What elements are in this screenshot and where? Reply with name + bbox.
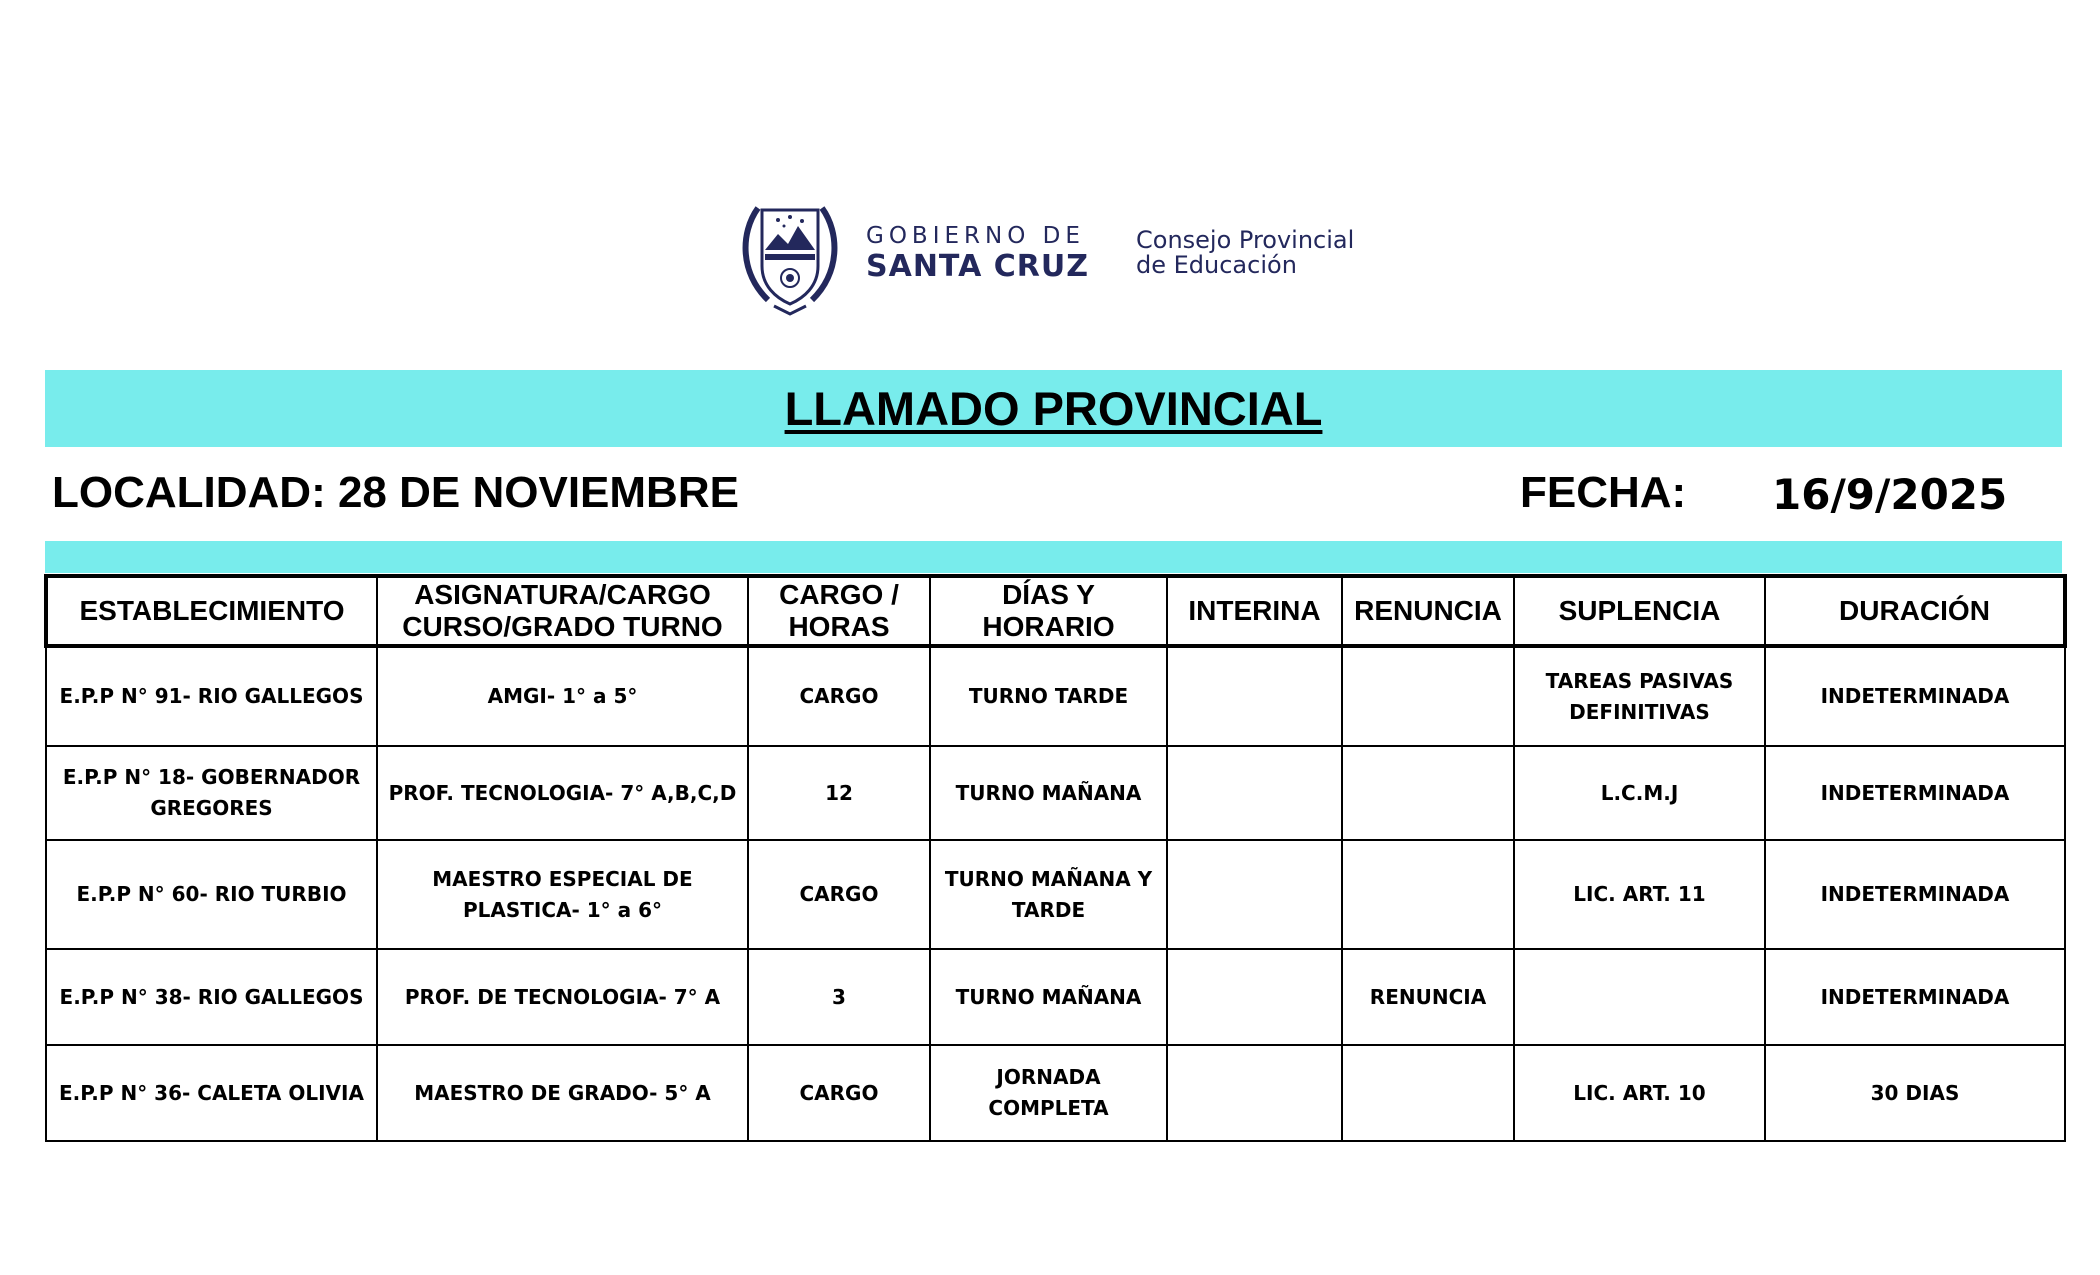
cell-cargo-horas: 12 xyxy=(748,746,930,840)
col-duracion: DURACIÓN xyxy=(1765,576,2065,646)
cell-dias-horario: TURNO MAÑANA xyxy=(930,746,1167,840)
date-value: 16/9/2025 xyxy=(1772,470,2008,519)
cell-asignatura: AMGI- 1° a 5° xyxy=(377,646,748,746)
page-title: LLAMADO PROVINCIAL xyxy=(784,382,1323,435)
cell-interina xyxy=(1167,1045,1342,1141)
cell-dias-horario: JORNADA COMPLETA xyxy=(930,1045,1167,1141)
separator-band xyxy=(45,541,2062,573)
cell-suplencia: TAREAS PASIVAS DEFINITIVAS xyxy=(1514,646,1765,746)
cell-suplencia: L.C.M.J xyxy=(1514,746,1765,840)
table-row xyxy=(46,949,2065,1045)
cell-interina xyxy=(1167,949,1342,1045)
council-line-2: de Educación xyxy=(1136,251,1297,279)
council-line-1: Consejo Provincial xyxy=(1136,226,1355,254)
cell-renuncia xyxy=(1342,840,1514,949)
cell-duracion: INDETERMINADA xyxy=(1765,949,2065,1045)
table-row xyxy=(46,746,2065,840)
cell-renuncia: RENUNCIA xyxy=(1342,949,1514,1045)
col-renuncia: RENUNCIA xyxy=(1342,576,1514,646)
title-band xyxy=(45,370,2062,447)
cell-renuncia xyxy=(1342,746,1514,840)
cell-interina xyxy=(1167,746,1342,840)
cell-dias-horario: TURNO TARDE xyxy=(930,646,1167,746)
cell-establecimiento: E.P.P N° 91- RIO GALLEGOS xyxy=(46,646,377,746)
cell-renuncia xyxy=(1342,646,1514,746)
col-dias-horario: DÍAS Y HORARIO xyxy=(930,576,1167,646)
cell-suplencia: LIC. ART. 10 xyxy=(1514,1045,1765,1141)
cell-dias-horario: TURNO MAÑANA xyxy=(930,949,1167,1045)
col-establecimiento: ESTABLECIMIENTO xyxy=(46,576,377,646)
cell-asignatura: MAESTRO DE GRADO- 5° A xyxy=(377,1045,748,1141)
cell-cargo-horas: CARGO xyxy=(748,646,930,746)
gov-line-1: GOBIERNO DE xyxy=(866,223,1085,249)
col-interina: INTERINA xyxy=(1167,576,1342,646)
locality-label: LOCALIDAD: 28 DE NOVIEMBRE xyxy=(52,468,739,517)
cell-asignatura: MAESTRO ESPECIAL DE PLASTICA- 1° a 6° xyxy=(377,840,748,949)
cell-cargo-horas: CARGO xyxy=(748,840,930,949)
cell-establecimiento: E.P.P N° 60- RIO TURBIO xyxy=(46,840,377,949)
table-row xyxy=(46,840,2065,949)
cell-renuncia xyxy=(1342,1045,1514,1141)
cell-interina xyxy=(1167,840,1342,949)
table-row xyxy=(46,646,2065,746)
header-logo xyxy=(738,188,1358,320)
col-suplencia: SUPLENCIA xyxy=(1514,576,1765,646)
cell-establecimiento: E.P.P N° 36- CALETA OLIVIA xyxy=(46,1045,377,1141)
cell-interina xyxy=(1167,646,1342,746)
cell-duracion: INDETERMINADA xyxy=(1765,746,2065,840)
cell-cargo-horas: CARGO xyxy=(748,1045,930,1141)
cell-duracion: INDETERMINADA xyxy=(1765,646,2065,746)
table-row xyxy=(46,1045,2065,1141)
date-label: FECHA: xyxy=(1520,468,1687,517)
cell-cargo-horas: 3 xyxy=(748,949,930,1045)
table-header-row xyxy=(46,576,2065,646)
santa-cruz-seal-icon xyxy=(738,188,842,318)
cell-suplencia xyxy=(1514,949,1765,1045)
government-wordmark xyxy=(866,222,1089,284)
col-asignatura: ASIGNATURA/CARGO CURSO/GRADO TURNO xyxy=(377,576,748,646)
council-wordmark xyxy=(1136,228,1354,278)
cell-dias-horario: TURNO MAÑANA Y TARDE xyxy=(930,840,1167,949)
cell-asignatura: PROF. TECNOLOGIA- 7° A,B,C,D xyxy=(377,746,748,840)
cell-asignatura: PROF. DE TECNOLOGIA- 7° A xyxy=(377,949,748,1045)
cell-duracion: 30 DIAS xyxy=(1765,1045,2065,1141)
cell-duracion: INDETERMINADA xyxy=(1765,840,2065,949)
col-cargo-horas: CARGO / HORAS xyxy=(748,576,930,646)
gov-line-2: SANTA CRUZ xyxy=(866,249,1089,284)
cell-establecimiento: E.P.P N° 18- GOBERNADOR GREGORES xyxy=(46,746,377,840)
cell-establecimiento: E.P.P N° 38- RIO GALLEGOS xyxy=(46,949,377,1045)
cell-suplencia: LIC. ART. 11 xyxy=(1514,840,1765,949)
positions-table xyxy=(44,574,2067,1142)
